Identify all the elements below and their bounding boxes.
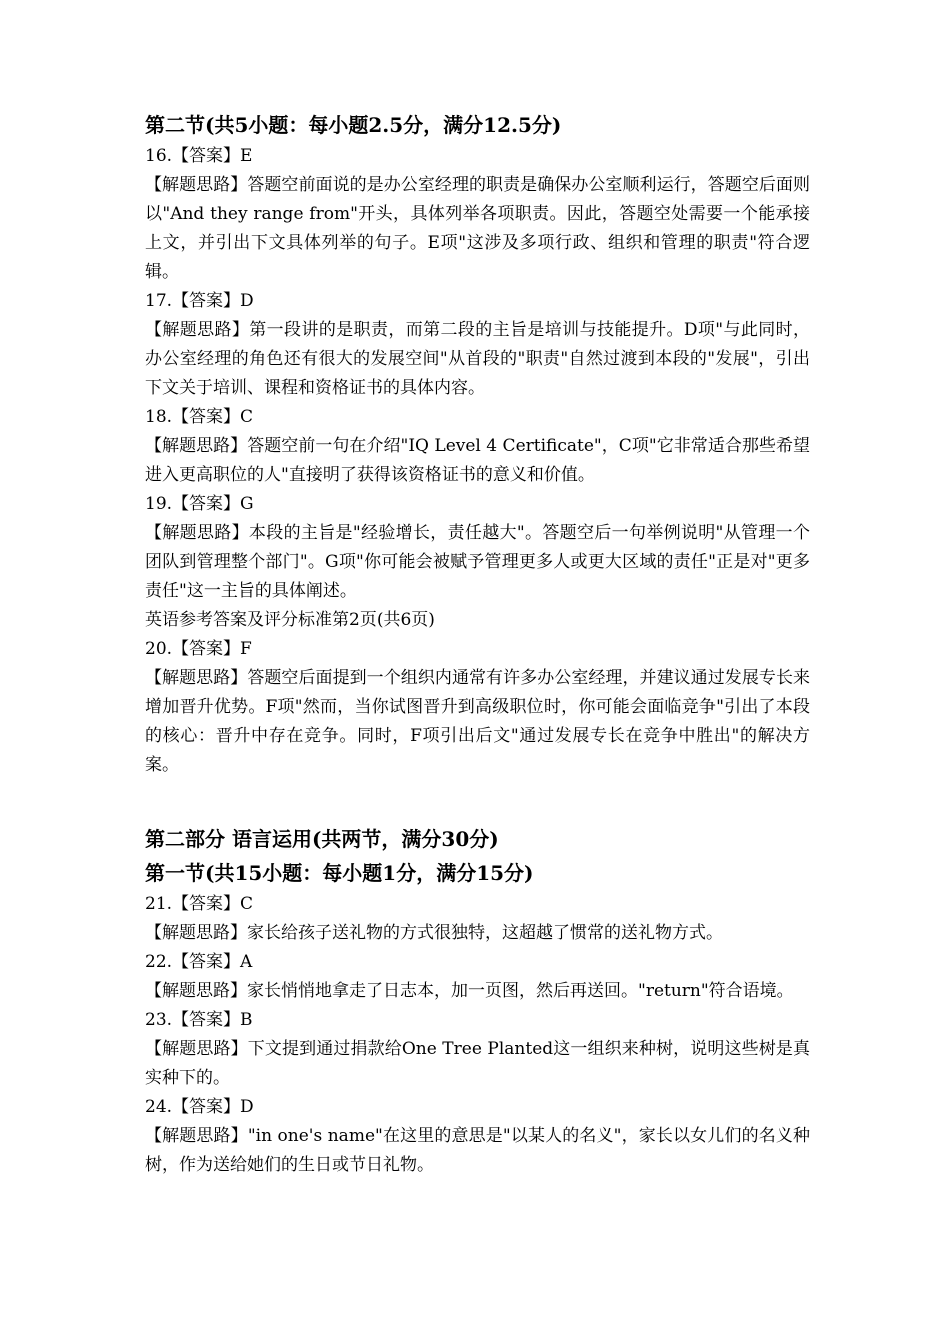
answer-line: 22.【答案】A xyxy=(145,952,253,972)
section-gap xyxy=(145,780,810,822)
answer-block-16 xyxy=(145,142,810,287)
analysis-text: 【解题思路】下文提到通过捐款给One Tree Planted这一组织来种树，说明这些树是真实种下的。 xyxy=(145,1039,810,1088)
answer-line: 20.【答案】F xyxy=(145,639,252,659)
answer-line: 24.【答案】D xyxy=(145,1097,254,1117)
page-note: 英语参考答案及评分标准第2页(共6页) xyxy=(145,610,435,630)
analysis-text: 【解题思路】家长悄悄地拿走了日志本，加一页图，然后再送回。"return"符合语境。 xyxy=(145,981,794,1001)
answer-block-17 xyxy=(145,287,810,403)
analysis-text: 【解题思路】家长给孩子送礼物的方式很独特，这超越了惯常的送礼物方式。 xyxy=(145,923,723,943)
answer-line: 21.【答案】C xyxy=(145,894,254,914)
analysis-text: 【解题思路】"in one's name"在这里的意思是"以某人的名义"，家长以女儿们的名义种树，作为送给她们的生日或节日礼物。 xyxy=(145,1126,810,1175)
answer-line: 19.【答案】G xyxy=(145,494,254,514)
answer-line: 23.【答案】B xyxy=(145,1010,253,1030)
section-heading: 第一节(共15小题：每小题1分，满分15分) xyxy=(145,861,534,885)
answer-block-23 xyxy=(145,1006,810,1093)
part-heading: 第二部分 语言运用(共两节，满分30分) xyxy=(145,827,499,851)
analysis-text: 【解题思路】答题空后面提到一个组织内通常有许多办公室经理，并建议通过发展专长来增加晋升优势。F项"然而，当你试图晋升到高级职位时，你可能会面临竞争"引出了本段的核心：晋升中存在竞争。同时，F项引出后文"通过发展专长在竞争中胜出"的解决方案。 xyxy=(145,668,810,775)
section-heading: 第二节(共5小题：每小题2.5分，满分12.5分) xyxy=(145,113,562,137)
answer-block-24 xyxy=(145,1093,810,1180)
analysis-text: 【解题思路】第一段讲的是职责，而第二段的主旨是培训与技能提升。D项"与此同时，办公室经理的角色还有很大的发展空间"从首段的"职责"自然过渡到本段的"发展"，引出下文关于培训、课程和资格证书的具体内容。 xyxy=(145,320,810,398)
answer-line: 16.【答案】E xyxy=(145,146,253,166)
answer-line: 18.【答案】C xyxy=(145,407,254,427)
answer-line: 17.【答案】D xyxy=(145,291,254,311)
answer-block-20 xyxy=(145,635,810,780)
answer-block-21 xyxy=(145,890,810,948)
answer-block-22 xyxy=(145,948,810,1006)
analysis-text: 【解题思路】答题空前面说的是办公室经理的职责是确保办公室顺利运行，答题空后面则以"And they range from"开头，具体列举各项职责。因此，答题空处需要一个能承接上文，并引出下文具体列举的句子。E项"这涉及多项行政、组织和管理的职责"符合逻辑。 xyxy=(145,175,810,282)
analysis-text: 【解题思路】答题空前一句在介绍"IQ Level 4 Certificate"，C项"它非常适合那些希望进入更高职位的人"直接明了获得该资格证书的意义和价值。 xyxy=(145,436,810,485)
answer-block-19 xyxy=(145,490,810,606)
analysis-text: 【解题思路】本段的主旨是"经验增长，责任越大"。答题空后一句举例说明"从管理一个团队到管理整个部门"。G项"你可能会被赋予管理更多人或更大区域的责任"正是对"更多责任"这一主旨的具体阐述。 xyxy=(145,523,810,601)
document-page xyxy=(145,108,810,1180)
answer-block-18 xyxy=(145,403,810,490)
